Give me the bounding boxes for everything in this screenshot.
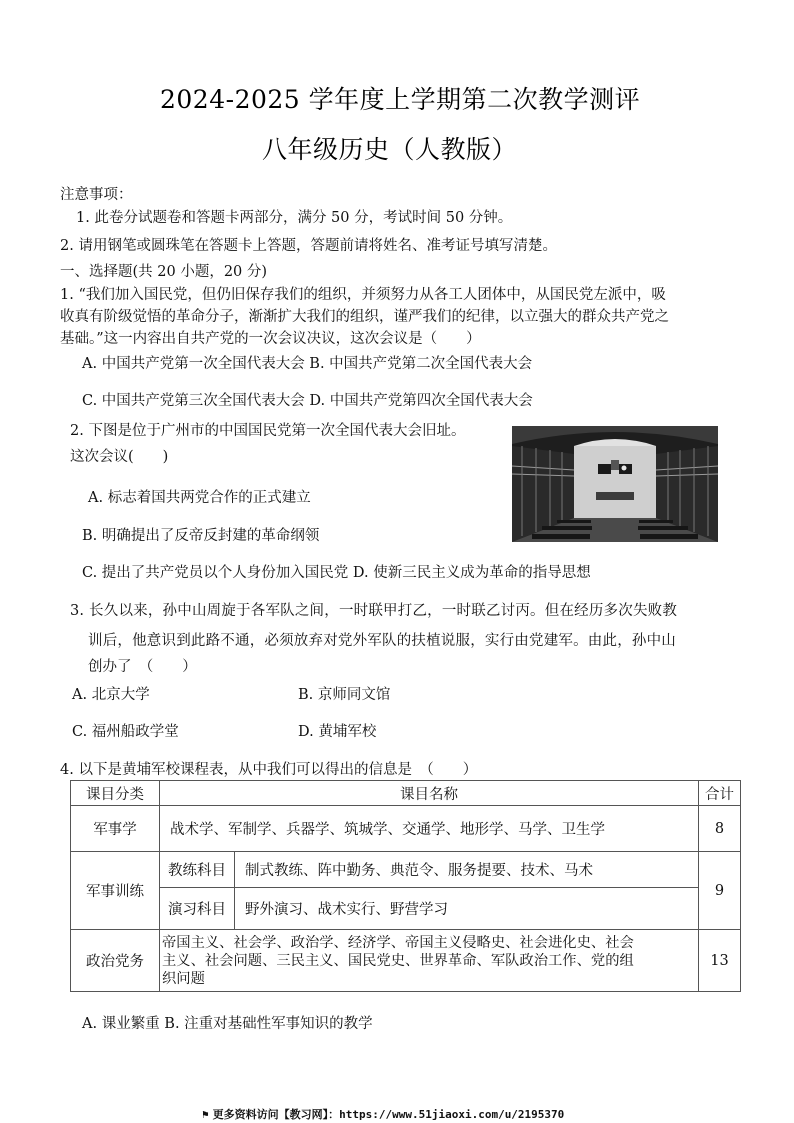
section-heading: 一、选择题(共 20 小题，20 分)	[60, 264, 268, 280]
header-course-names: 课目名称	[160, 781, 699, 806]
q2-stem-line1: 2. 下图是位于广州市的中国国民党第一次全国代表大会旧址。	[70, 423, 466, 439]
training-sub-label-drill: 教练科目	[160, 852, 235, 888]
page-subtitle: 八年级历史（人教版）	[262, 135, 518, 164]
q2-option-b: B. 明确提出了反帝反封建的革命纲领	[82, 528, 320, 544]
table-header-row	[71, 781, 741, 806]
politics-names-line1: 帝国主义、社会学、政治学、经济学、帝国主义侵略史、社会进化史、社会	[162, 934, 634, 951]
politics-total: 13	[699, 930, 741, 992]
course-table	[70, 780, 741, 992]
q1-option-cd: C. 中国共产党第三次全国代表大会 D. 中国共产党第四次全国代表大会	[82, 393, 533, 409]
table-row	[71, 930, 741, 992]
category-military: 军事学	[71, 806, 160, 852]
page-title: 2024-2025 学年度上学期第二次教学测评	[160, 85, 641, 114]
training-exercise-names: 野外演习、战术实行、野营学习	[235, 888, 699, 930]
q2-option-cd: C. 提出了共产党员以个人身份加入国民党 D. 使新三民主义成为革命的指导思想	[82, 565, 591, 581]
category-politics: 政治党务	[71, 930, 160, 992]
flag-icon: ⚑	[202, 1108, 209, 1121]
politics-names-line3: 织问题	[162, 970, 205, 987]
q2-stem-line2: 这次会议( )	[70, 449, 169, 465]
politics-names-line2: 主义、社会问题、三民主义、国民党史、世界革命、军队政治工作、党的组	[162, 952, 634, 969]
q1-stem-line3: 基础。”这一内容出自共产党的一次会议决议，这次会议是（ ）	[60, 331, 481, 347]
q4-stem: 4. 以下是黄埔军校课程表，从中我们可以得出的信息是 （ ）	[60, 762, 478, 778]
header-total: 合计	[699, 781, 741, 806]
military-course-names: 战术学、军制学、兵器学、筑城学、交通学、地形学、马学、卫生学	[160, 806, 699, 852]
training-drill-names: 制式教练、阵中勤务、典范令、服务提要、技术、马术	[235, 852, 699, 888]
q3-option-a: A. 北京大学	[72, 687, 150, 703]
congress-hall-photo	[512, 426, 718, 542]
notes-label: 注意事项：	[60, 187, 133, 203]
q3-option-d: D. 黄埔军校	[298, 724, 377, 740]
q3-option-b: B. 京师同文馆	[298, 687, 391, 703]
table-row	[71, 888, 741, 930]
training-sub-label-exercise: 演习科目	[160, 888, 235, 930]
notes-item-1: 1. 此卷分试题卷和答题卡两部分，满分 50 分，考试时间 50 分钟。	[76, 210, 513, 226]
q3-stem-line3: 创办了 （ ）	[88, 659, 197, 675]
q2-option-a: A. 标志着国共两党合作的正式建立	[88, 490, 311, 506]
military-total: 8	[699, 806, 741, 852]
q3-option-c: C. 福州船政学堂	[72, 724, 179, 740]
q1-option-ab: A. 中国共产党第一次全国代表大会 B. 中国共产党第二次全国代表大会	[82, 356, 533, 372]
q3-stem-line1: 3. 长久以来，孙中山周旋于各军队之间，一时联甲打乙，一时联乙讨丙。但在经历多次失败教	[70, 603, 678, 619]
footer-text: 更多资料访问【教习网】：https://www.51jiaoxi.com/u/2195370	[212, 1108, 565, 1121]
training-total: 9	[699, 852, 741, 930]
notes-item-2: 2. 请用钢笔或圆珠笔在答题卡上答题，答题前请将姓名、准考证号填写清楚。	[60, 238, 557, 254]
politics-course-names	[160, 930, 699, 992]
footer-link[interactable]	[202, 1106, 564, 1122]
q3-stem-line2: 训后，他意识到此路不通，必须放弃对党外军队的扶植说服，实行由党建军。由此，孙中山	[88, 633, 676, 649]
table-row	[71, 806, 741, 852]
table-row	[71, 852, 741, 888]
category-training: 军事训练	[71, 852, 160, 930]
q4-option-ab: A. 课业繁重 B. 注重对基础性军事知识的教学	[82, 1016, 373, 1032]
header-category: 课目分类	[71, 781, 160, 806]
q1-stem-line1: 1. “我们加入国民党，但仍旧保存我们的组织，并须努力从各工人团体中，从国民党左派中，吸	[60, 287, 666, 303]
q1-stem-line2: 收真有阶级觉悟的革命分子，渐渐扩大我们的组织，谨严我们的纪律，以立强大的群众共产党之	[60, 309, 669, 325]
